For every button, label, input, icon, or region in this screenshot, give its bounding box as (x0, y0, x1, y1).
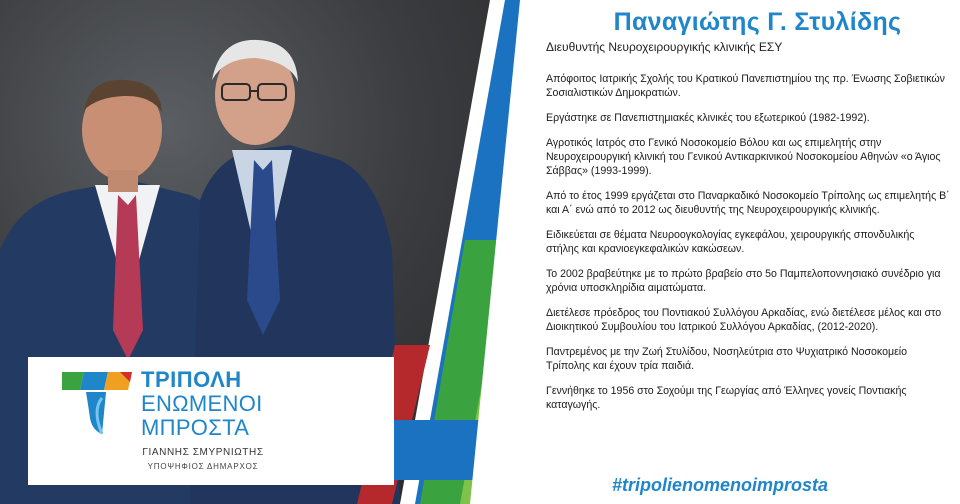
bio-paragraph: Παντρεμένος με την Ζωή Στυλίδου, Νοσηλεύτρια στο Ψυχιατρικό Νοσοκομείο Τρίπολης και έχουν τρία παιδιά. (546, 346, 908, 372)
mayoral-candidate-role: ΥΠΟΨΗΦΙΟΣ ΔΗΜΑΡΧΟΣ (147, 462, 259, 471)
mayoral-candidate-name: ΓΙΑΝΝΗΣ ΣΜΥΡΝΙΩΤΗΣ (142, 447, 264, 458)
biography (546, 72, 950, 423)
logo-slogan-line1: ΕΝΩΜΕΝΟΙ (141, 391, 263, 416)
bio-paragraph: Απόφοιτος Ιατρικής Σχολής του Κρατικού Πανεπιστημίου της πρ. Ένωσης Σοβιετικών Σοσιαλιστικών Δημοκρατιών. (546, 73, 945, 99)
bio-paragraph: Διετέλεσε πρόεδρος του Ποντιακού Συλλόγου Αρκαδίας, ενώ διετέλεσε μέλος και στο Διοικητικού Συμβουλίου του Ιατρικού Συλλόγου Αρκαδίας, (2012-2020). (546, 307, 942, 333)
campaign-hashtag: #tripolienomenoimprosta (612, 475, 829, 495)
bio-paragraph: Αγροτικός Ιατρός στο Γενικό Νοσοκομείο Βόλου και ως επιμελητής στην Νευροχειρουργική κλινική του Γενικού Αντικαρκινικού Νοσοκομείου Αθηνών «ο Άγιος Σάββας» (1993-1999). (546, 137, 941, 177)
logo-title: ΤΡΙΠΟΛΗ (141, 367, 242, 392)
bio-paragraph: Ειδικεύεται σε θέματα Νευροογκολογίας εγκεφάλου, χειρουργικής σπονδυλικής στήλης και κρανιοεγκεφαλικών κακώσεων. (546, 229, 915, 255)
bio-paragraph: Εργάστηκε σε Πανεπιστημιακές κλινικές του εξωτερικού (1982-1992). (546, 112, 870, 124)
bio-paragraph: Γεννήθηκε το 1956 στο Σοχούμι της Γεωργίας από Έλληνες γονείς Ποντιακής καταγωγής. (546, 385, 907, 411)
bio-paragraph: Από το έτος 1999 εργάζεται στο Παναρκαδικό Νοσοκομείο Τρίπολης ως επιμελητής Β΄ και Α΄ ενώ από το 2012 ως διευθυντής της Νευροχειρουργικής κλινικής. (546, 190, 950, 216)
logo-slogan-line2: ΜΠΡΟΣΤΑ (141, 415, 250, 440)
candidate-name-heading: Παναγιώτης Γ. Στυλίδης (613, 8, 902, 36)
candidate-role: Διευθυντής Νευροχειρουργικής κλινικής ΕΣΥ (546, 40, 783, 54)
campaign-logo-icon (62, 368, 134, 438)
bio-paragraph: Το 2002 βραβεύτηκε με το πρώτο βραβείο στο 5ο Παμπελοποννησιακό συνέδριο για χρόνια υποσκληρίδια αιματώματα. (546, 268, 941, 294)
